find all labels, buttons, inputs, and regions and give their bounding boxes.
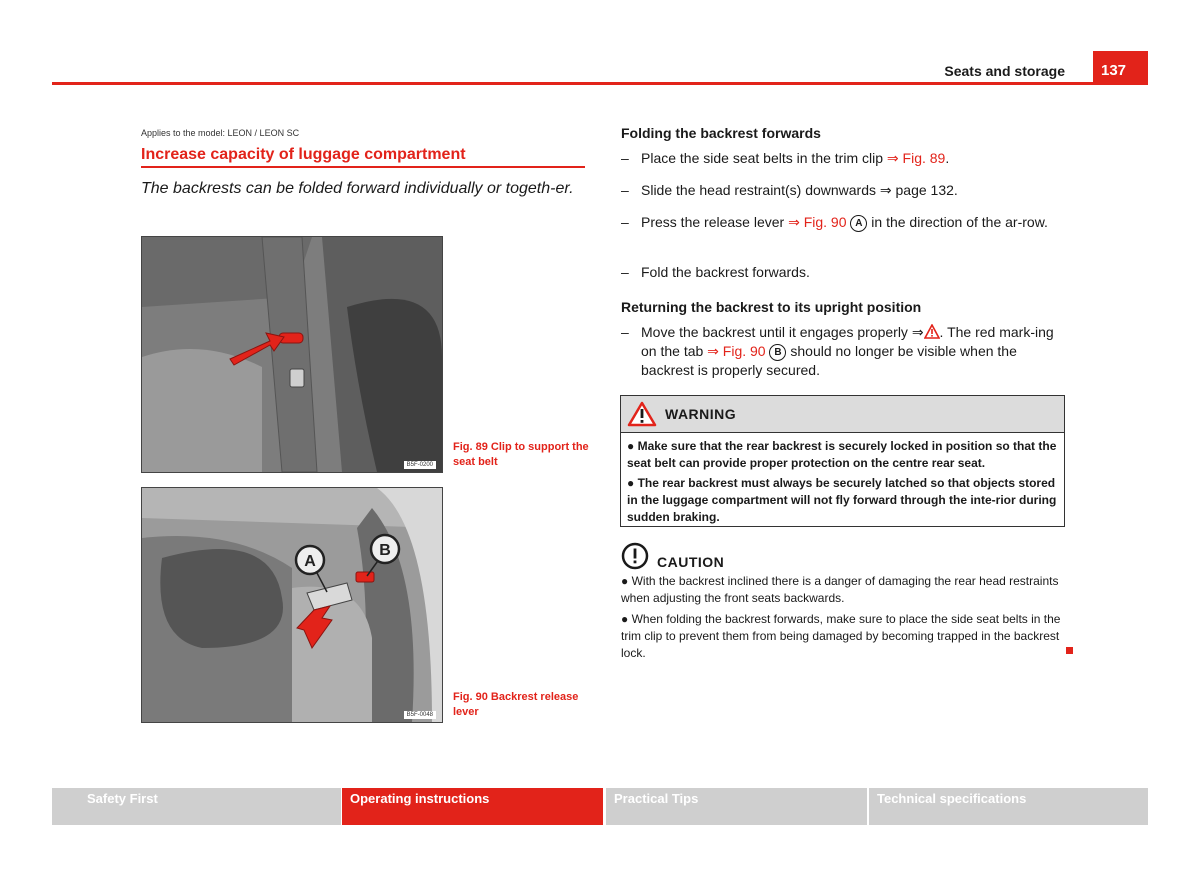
page-number: 137	[1093, 51, 1148, 84]
footer-tab-label: Technical specifications	[877, 791, 1027, 806]
step-text: Move the backrest until it engages properly ⇒	[641, 324, 924, 340]
backrest-release-illustration	[142, 488, 442, 722]
caution-title: CAUTION	[657, 554, 725, 570]
step-item	[621, 181, 1061, 200]
figure-link[interactable]: ⇒ Fig. 89	[886, 150, 946, 166]
step-text: Place the side seat belts in the trim clip	[641, 150, 887, 166]
figure-link[interactable]: ⇒ Fig. 90	[707, 343, 766, 359]
step-item	[621, 213, 1061, 232]
caution-item: ● With the backrest inclined there is a danger of damaging the rear head restraints when adjusting the front seats backwards.	[621, 574, 1059, 605]
warning-header	[621, 396, 1064, 433]
step-dash: –	[621, 324, 629, 340]
warning-triangle-icon	[924, 324, 940, 339]
warning-box	[620, 395, 1065, 527]
step-text: Press the release lever	[641, 214, 789, 230]
caution-item: ● When folding the backrest forwards, make sure to place the side seat belts in the trim clip to prevent them from being damaged by becoming trapped in the backrest lock.	[621, 612, 1061, 660]
step-dash: –	[621, 214, 629, 230]
footer-tab-practical-tips[interactable]	[606, 788, 867, 825]
callout-a-badge: A	[850, 215, 867, 232]
step-text: Slide the head restraint(s) downwards ⇒ page 132.	[641, 182, 958, 198]
section-title-rule	[141, 166, 585, 168]
running-header-title: Seats and storage	[944, 63, 1065, 79]
footer-tab-operating-instructions[interactable]	[342, 788, 603, 825]
warning-title: WARNING	[665, 406, 737, 422]
header-rule	[52, 82, 1148, 85]
caution-exclamation-icon	[621, 542, 649, 570]
callout-b-label: B	[379, 542, 391, 559]
figure-link[interactable]: ⇒ Fig. 90	[788, 214, 847, 230]
callout-a-label: A	[304, 553, 316, 570]
figure-code: B5F-0200	[404, 461, 436, 469]
step-item	[621, 263, 1061, 282]
returning-heading: Returning the backrest to its upright position	[621, 299, 922, 315]
step-text: should no longer be visible when the backrest is properly secured.	[641, 343, 1017, 378]
figure-code: B5F-0048	[404, 711, 436, 719]
applies-to-note: Applies to the model: LEON / LEON SC	[141, 128, 300, 138]
footer-tab-technical-specifications[interactable]	[869, 788, 1148, 825]
footer-tab-label: Practical Tips	[614, 791, 699, 806]
caution-header	[621, 542, 724, 570]
return-step	[621, 323, 1061, 380]
folding-heading: Folding the backrest forwards	[621, 125, 821, 141]
step-text: Fold the backrest forwards.	[641, 264, 810, 280]
step-text: . The red mark-ing on the tab	[641, 324, 1054, 359]
figure-90-backrest-release	[141, 487, 443, 723]
step-dash: –	[621, 150, 629, 166]
warning-item: ● The rear backrest must always be securely latched so that objects stored in the luggage compartment will not fly forward through the inte-rior during sudden braking.	[627, 476, 1057, 524]
step-item	[621, 149, 1061, 168]
footer-tab-safety-first[interactable]	[52, 788, 341, 825]
footer-tab-label: Safety First	[87, 791, 158, 806]
intro-text: The backrests can be folded forward individually or togeth-er.	[141, 180, 574, 197]
warning-item: ● Make sure that the rear backrest is securely locked in position so that the seat belt can provide proper protection on the centre rear seat.	[627, 439, 1057, 470]
figure-89-seat-belt-clip	[141, 236, 443, 473]
seat-belt-clip-illustration	[142, 237, 442, 472]
figure-89-caption: Fig. 89 Clip to support the seat belt	[453, 441, 589, 468]
step-text: .	[945, 150, 950, 166]
callout-b-badge: B	[769, 344, 786, 361]
section-end-marker	[1066, 647, 1073, 654]
footer-tab-label: Operating instructions	[350, 791, 490, 806]
figure-90-caption: Fig. 90 Backrest release lever	[453, 691, 579, 718]
warning-triangle-icon	[627, 401, 657, 427]
step-text: in the direction of the ar-row.	[867, 214, 1048, 230]
section-title: Increase capacity of luggage compartment	[141, 146, 466, 163]
step-dash: –	[621, 182, 629, 198]
step-dash: –	[621, 264, 629, 280]
